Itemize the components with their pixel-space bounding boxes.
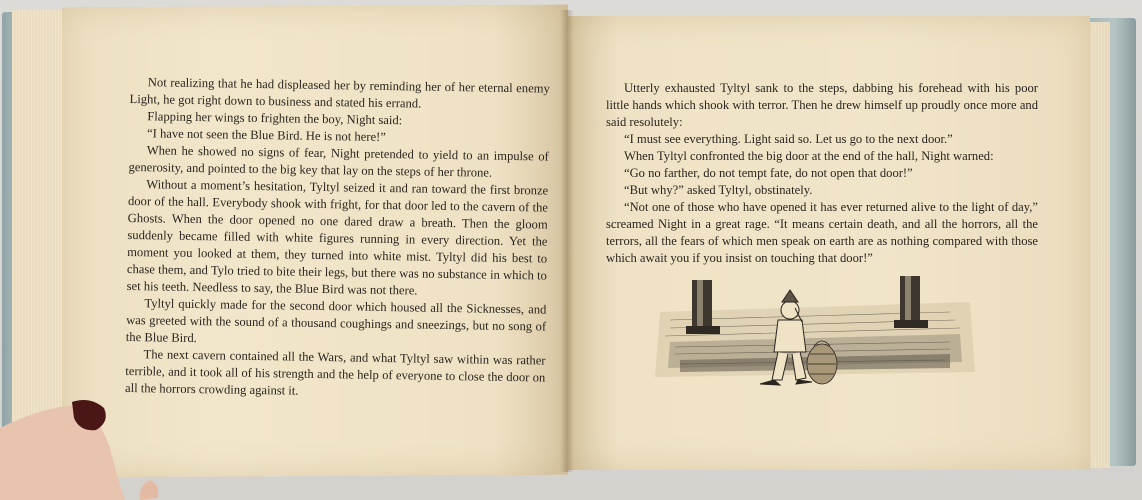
paragraph: Without a moment’s hesitation, Tyltyl seized it and ran toward the first bronze door of the hall. Everybody shook with fright, for that door led to the cavern of the Ghosts. When the door opened no one dared draw a breath. Then the gloom suddenly became filled with white figures running in every direction. Yet the moment you looked at them, they turned into white mist. Tyltyl did his best to chase them, and Tylo tried to bite their legs, but there was no substance in which to set his teeth. Needless to say, the Blue Bird was not there. (126, 177, 549, 298)
tyltyl-illustration (650, 272, 980, 392)
paragraph: Not realizing that he had displeased her by reminding her of her eternal enemy Light, he got right down to business and stated his errand. (129, 75, 550, 111)
paragraph: Utterly exhausted Tyltyl sank to the steps, dabbing his forehead with his poor little hands which shook with terror. Then he drew himself up proudly once more and said resolutely: (606, 81, 1038, 129)
paragraph: “I have not seen the Blue Bird. He is not here!” (146, 126, 387, 145)
right-page-text (606, 80, 1038, 267)
paragraph: “I must see everything. Light said so. Let us go to the next door.” (624, 132, 953, 146)
paragraph: The next cavern contained all the Wars, and what Tyltyl saw within was rather terrible, and it took all of his strength and the help of everyone to close the door on all the horrors crowding against it. (124, 347, 546, 398)
paragraph: When he showed no signs of fear, Night pretended to yield to an impulse of generosity, and pointed to the big key that lay on the steps of her throne. (128, 143, 549, 180)
paragraph: Flapping her wings to frighten the boy, Night said: (147, 109, 403, 128)
paragraph: “Not one of those who have opened it has ever returned alive to the light of day,” screamed Night in a great rage. “It means certain death, and all the horrors, all the terrors, all the fears of which men speak on earth are as nothing compared with those which await you if you insist on touching that door!” (606, 200, 1038, 265)
book-gutter (560, 10, 574, 472)
paragraph: Tyltyl quickly made for the second door which housed all the Sicknesses, and was greeted with the sound of a thousand coughings and sneezings, but no song of the Blue Bird. (125, 296, 547, 346)
paragraph: When Tyltyl confronted the big door at the end of the hall, Night warned: (624, 149, 994, 163)
hand-holding-page (0, 388, 160, 500)
paragraph: “Go no farther, do not tempt fate, do not open that door!” (624, 166, 913, 180)
paragraph: “But why?” asked Tyltyl, obstinately. (624, 183, 813, 197)
left-page-text (125, 74, 550, 404)
